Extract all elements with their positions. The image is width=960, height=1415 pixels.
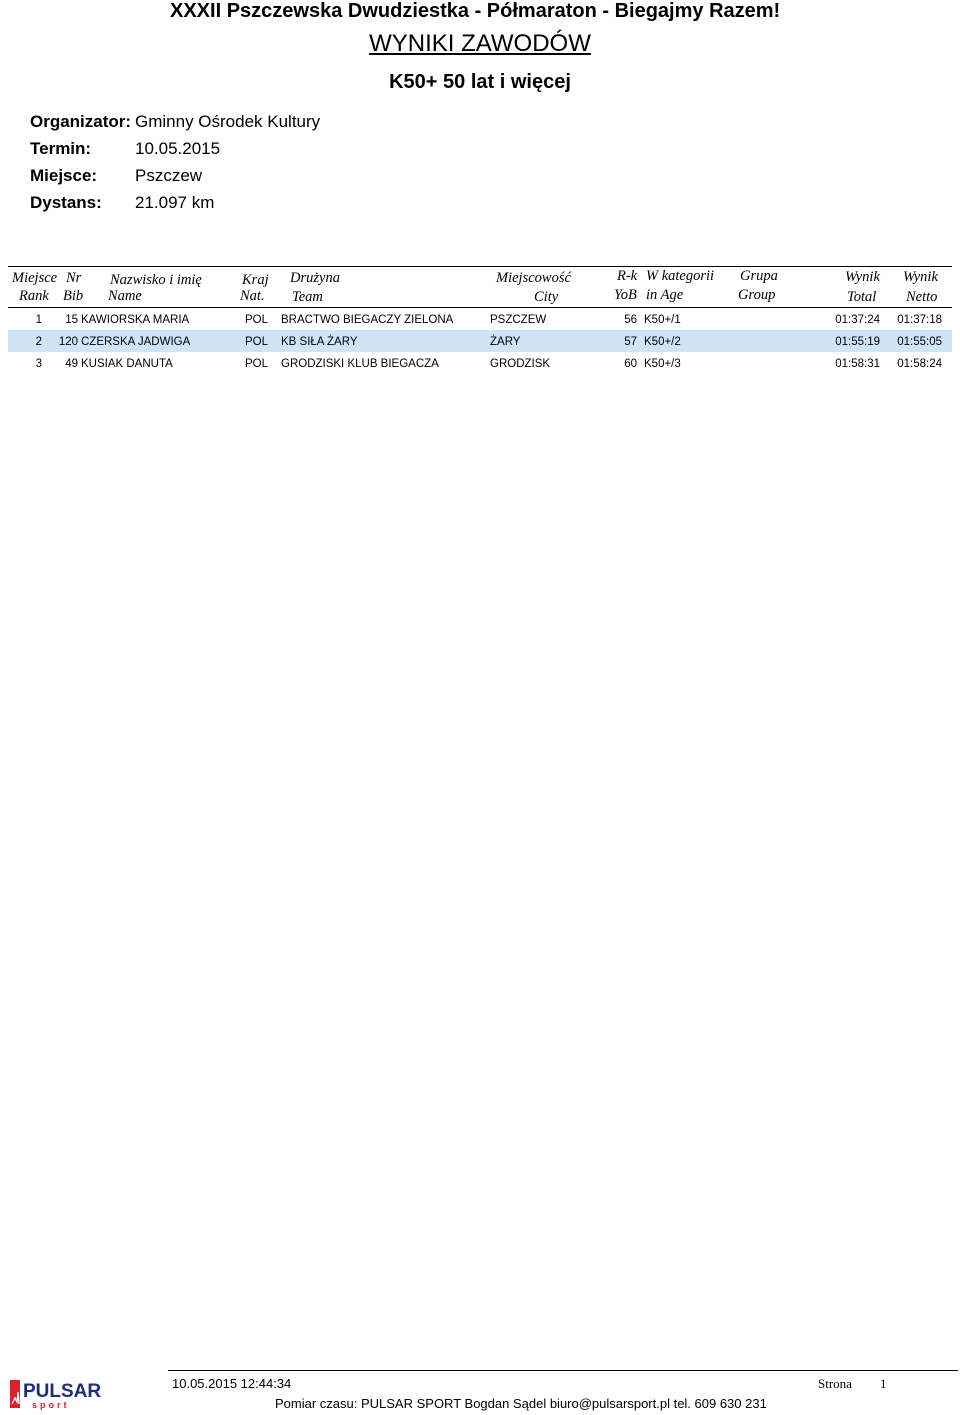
cell-netto: 01:55:05 <box>897 336 942 348</box>
cell-yob: 57 <box>624 336 637 348</box>
col-name-pl: Nazwisko i imię <box>110 272 202 288</box>
header-bottom-rule <box>8 307 952 308</box>
cell-team: KB SIŁA ŻARY <box>281 336 358 348</box>
cell-age: K50+/2 <box>644 336 681 348</box>
col-yob-pl: R-k <box>617 268 638 284</box>
col-team-pl: Drużyna <box>290 270 340 286</box>
col-yob-en: YoB <box>614 287 637 303</box>
organizer-value: Gminny Ośrodek Kultury <box>135 112 321 131</box>
col-rank-en: Rank <box>19 288 49 304</box>
logo-subtext: sport <box>32 1400 70 1410</box>
cell-nat: POL <box>245 358 269 370</box>
cell-total: 01:55:19 <box>835 336 880 348</box>
results-heading-text: WYNIKI ZAWODÓW <box>369 30 591 57</box>
col-bib-en: Bib <box>63 288 84 304</box>
cell-name: KUSIAK DANUTA <box>81 358 173 370</box>
pulsar-sport-logo <box>10 1378 112 1410</box>
col-total-en: Total <box>847 289 877 305</box>
cell-yob: 56 <box>624 314 637 326</box>
cell-total: 01:37:24 <box>835 314 880 326</box>
col-city-en: City <box>534 289 559 305</box>
cell-name: KAWIORSKA MARIA <box>81 314 190 326</box>
cell-age: K50+/3 <box>644 358 681 370</box>
place-label: Miejsce: <box>30 166 98 185</box>
place-value: Pszczew <box>135 166 203 185</box>
col-nat-pl: Kraj <box>242 272 269 288</box>
cell-bib: 15 <box>65 314 78 326</box>
footer-page-number: 1 <box>880 1376 887 1391</box>
cell-city: PSZCZEW <box>490 314 547 326</box>
col-group-pl: Grupa <box>740 268 778 284</box>
distance-label: Dystans: <box>30 193 102 212</box>
cell-name: CZERSKA JADWIGA <box>81 336 191 348</box>
date-value: 10.05.2015 <box>135 139 221 158</box>
cell-age: K50+/1 <box>644 314 681 326</box>
cell-netto: 01:58:24 <box>897 358 942 370</box>
col-bib-pl: Nr <box>66 270 82 286</box>
cell-city: GRODZISK <box>490 358 551 370</box>
date-label: Termin: <box>30 139 92 158</box>
footer-rule <box>168 1370 958 1371</box>
cell-nat: POL <box>245 336 269 348</box>
cell-team: GRODZISKI KLUB BIEGACZA <box>281 358 439 370</box>
event-title: XXXII Pszczewska Dwudziestka - Półmaraton - Biegajmy Razem! <box>170 0 781 22</box>
cell-nat: POL <box>245 314 269 326</box>
cell-team: BRACTWO BIEGACZY ZIELONA <box>281 314 454 326</box>
cell-rank: 1 <box>35 314 42 326</box>
col-age-pl: W kategorii <box>646 268 715 284</box>
col-group-en: Group <box>738 287 776 303</box>
cell-rank: 2 <box>35 336 42 348</box>
col-name-en: Name <box>108 288 142 304</box>
cell-netto: 01:37:18 <box>897 314 942 326</box>
organizer-label: Organizator: <box>30 112 132 131</box>
cell-city: ŻARY <box>490 336 521 348</box>
footer-timestamp: 10.05.2015 12:44:34 <box>172 1376 292 1391</box>
col-total-pl: Wynik <box>845 269 880 285</box>
footer-credit: Pomiar czasu: PULSAR SPORT Bogdan Sądel biuro@pulsarsport.pl tel. 609 630 231 <box>275 1396 767 1411</box>
logo-text: PULSAR <box>23 1381 102 1402</box>
cell-rank: 3 <box>35 358 42 370</box>
footer-page-label: Strona <box>818 1376 852 1391</box>
cell-total: 01:58:31 <box>835 358 880 370</box>
header-top-rule <box>8 266 952 267</box>
col-netto-pl: Wynik <box>903 269 938 285</box>
cell-yob: 60 <box>624 358 637 370</box>
col-netto-en: Netto <box>906 289 938 305</box>
col-age-en: in Age <box>646 287 684 303</box>
col-nat-en: Nat. <box>240 288 265 304</box>
col-city-pl: Miejscowość <box>496 270 571 286</box>
cell-bib: 49 <box>65 358 78 370</box>
category-heading: K50+ 50 lat i więcej <box>389 71 571 93</box>
results-heading <box>0 30 960 58</box>
distance-value: 21.097 km <box>135 193 215 212</box>
cell-bib: 120 <box>58 336 78 348</box>
col-team-en: Team <box>292 289 323 305</box>
col-rank-pl: Miejsce <box>12 270 58 286</box>
